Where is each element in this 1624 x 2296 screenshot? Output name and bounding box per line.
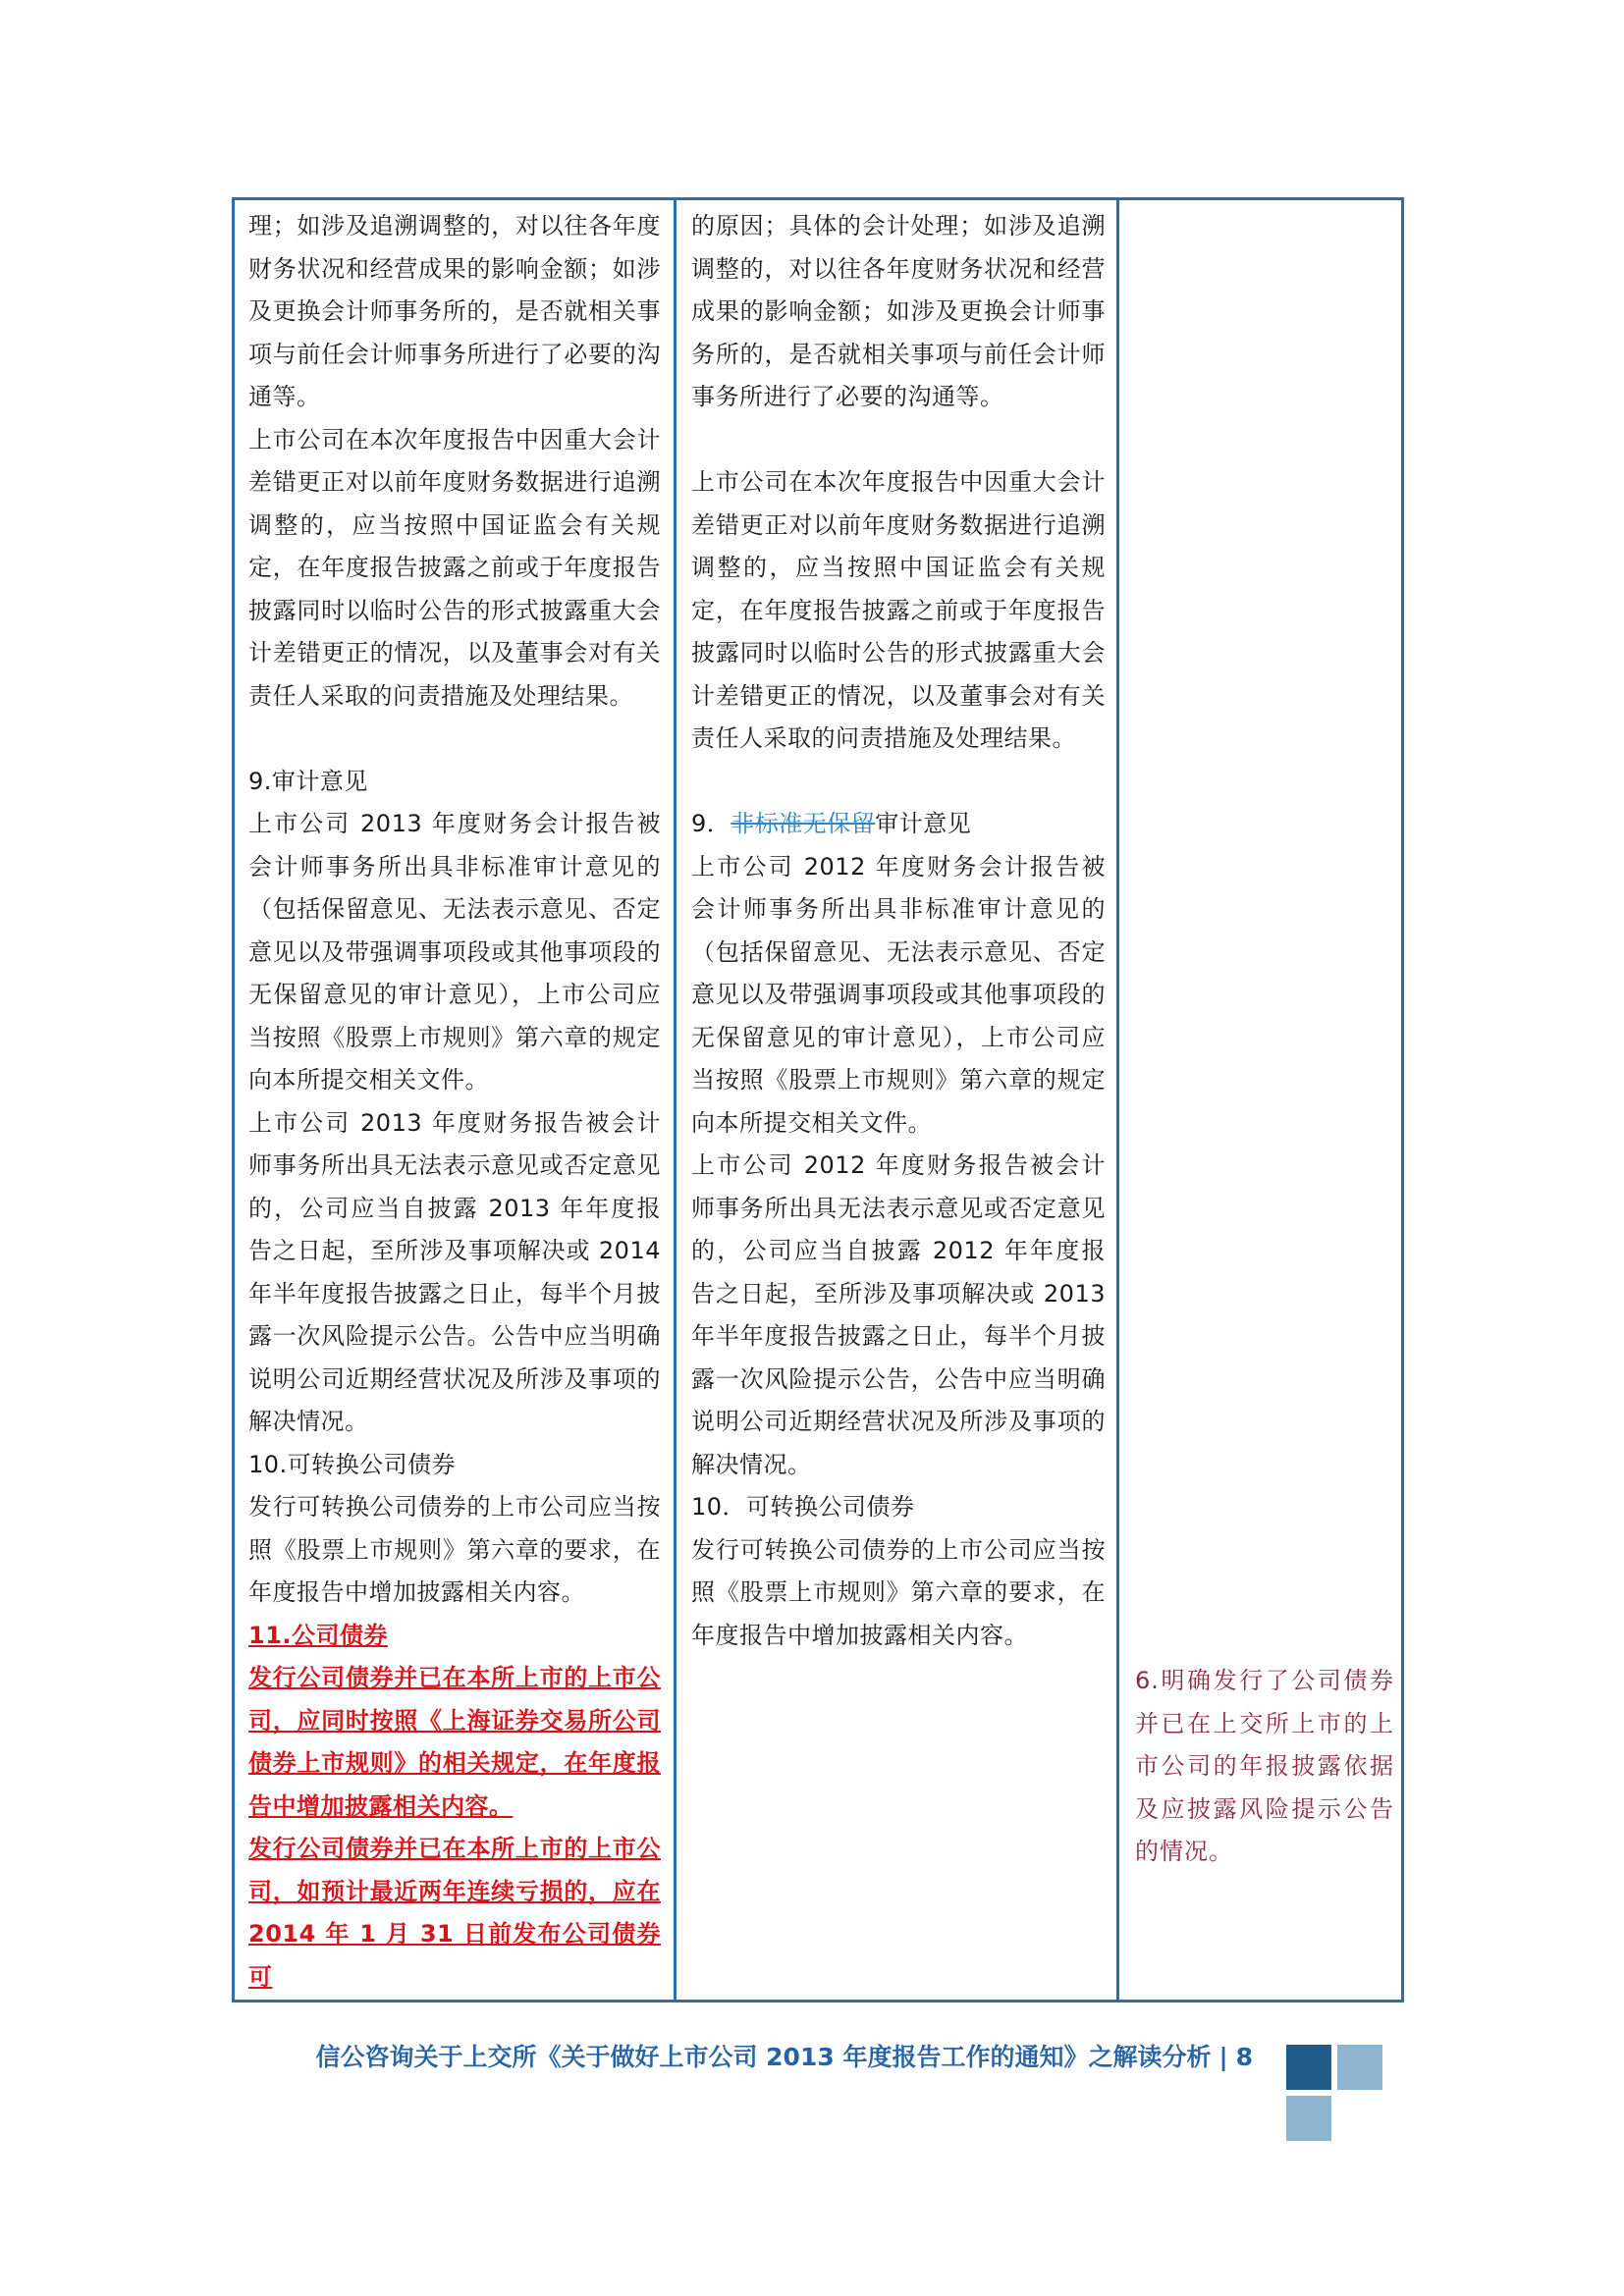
- paragraph: 上市公司 2012 年度财务报告被会计师事务所出具无法表示意见或否定意见的，公司应当自披露 2012 年年度报告之日起，至所涉及事项解决或 2013 年半年度报告披露之日止，每半个月披露一次风险提示公告，公告中应当明确说明公司近期经营状况及所涉及事项的解决情况。: [691, 1151, 1106, 1478]
- added-paragraph: 发行公司债券并已在本所上市的上市公司，应同时按照《上海证券交易所公司债券上市规则》的相关规定，在年度报告中增加披露相关内容。: [248, 1664, 661, 1820]
- section-heading-10: 10.可转换公司债券: [248, 1450, 457, 1478]
- analysis-note: 6.明确发行了公司债券并已在上交所上市的上市公司的年报披露依据及应披露风险提示公告的情况。: [1135, 1667, 1394, 1865]
- column-divider: [1116, 200, 1119, 2000]
- deleted-text: 非标准无保留: [731, 810, 876, 837]
- paragraph: 发行可转换公司债券的上市公司应当按照《股票上市规则》第六章的要求，在年度报告中增加披露相关内容。: [691, 1535, 1106, 1649]
- section-heading-9: 9．非标准无保留审计意见: [691, 810, 972, 837]
- paragraph: 理；如涉及追溯调整的，对以往各年度财务状况和经营成果的影响金额；如涉及更换会计师事务所的，是否就相关事项与前任会计师事务所进行了必要的沟通等。: [248, 212, 661, 410]
- footer-title: 信公咨询关于上交所《关于做好上市公司 2013 年度报告工作的通知》之解读分析: [315, 2043, 1212, 2071]
- section-heading-9: 9.审计意见: [248, 767, 368, 795]
- paragraph: 的原因；具体的会计处理；如涉及追溯调整的，对以往各年度财务状况和经营成果的影响金额；如涉及更换会计师事务所的，是否就相关事项与前任会计师事务所进行了必要的沟通等。: [691, 212, 1106, 410]
- column-divider: [674, 200, 677, 2000]
- paragraph: 上市公司 2013 年度财务会计报告被会计师事务所出具非标准审计意见的（包括保留意见、无法表示意见、否定意见以及带强调事项段或其他事项段的无保留意见的审计意见），上市公司应当按照《股票上市规则》第六章的规定向本所提交相关文件。: [248, 810, 661, 1094]
- paragraph: 上市公司在本次年度报告中因重大会计差错更正对以前年度财务数据进行追溯调整的，应当按照中国证监会有关规定，在年度报告披露之前或于年度报告披露同时以临时公告的形式披露重大会计差错更正的情况，以及董事会对有关责任人采取的问责措施及处理结果。: [691, 468, 1106, 752]
- paragraph: 发行可转换公司债券的上市公司应当按照《股票上市规则》第六章的要求，在年度报告中增加披露相关内容。: [248, 1493, 661, 1606]
- added-paragraph: 发行公司债券并已在本所上市的上市公司，如预计最近两年连续亏损的，应在 2014 年 1 月 31 日前发布公司债券可: [248, 1835, 661, 1991]
- footer-separator: |: [1218, 2043, 1228, 2071]
- comparison-table: [232, 197, 1404, 2002]
- decorative-square: [1286, 2096, 1331, 2141]
- page-number: 8: [1235, 2043, 1253, 2071]
- paragraph: 上市公司 2012 年度财务会计报告被会计师事务所出具非标准审计意见的（包括保留意见、无法表示意见、否定意见以及带强调事项段或其他事项段的无保留意见的审计意见），上市公司应当按照《股票上市规则》第六章的规定向本所提交相关文件。: [691, 852, 1106, 1137]
- section-heading-11-added: 11.公司债券: [248, 1621, 389, 1649]
- analysis-note-column: [1135, 1660, 1394, 1874]
- old-notice-column: [691, 205, 1106, 1657]
- paragraph: 上市公司 2013 年度财务报告被会计师事务所出具无法表示意见或否定意见的，公司应当自披露 2013 年年度报告之日起，至所涉及事项解决或 2014 年半年度报告披露之日止，每半个月披露一次风险提示公告。公告中应当明确说明公司近期经营状况及所涉及事项的解决情况。: [248, 1108, 661, 1435]
- paragraph: 上市公司在本次年度报告中因重大会计差错更正对以前年度财务数据进行追溯调整的，应当按照中国证监会有关规定，在年度报告披露之前或于年度报告披露同时以临时公告的形式披露重大会计差错更正的情况，以及董事会对有关责任人采取的问责措施及处理结果。: [248, 425, 661, 710]
- new-notice-column: [248, 205, 661, 1999]
- section-heading-10: 10．可转换公司债券: [691, 1493, 915, 1521]
- page-footer: [232, 2040, 1253, 2075]
- decorative-square: [1286, 2045, 1331, 2090]
- decorative-square: [1337, 2045, 1382, 2090]
